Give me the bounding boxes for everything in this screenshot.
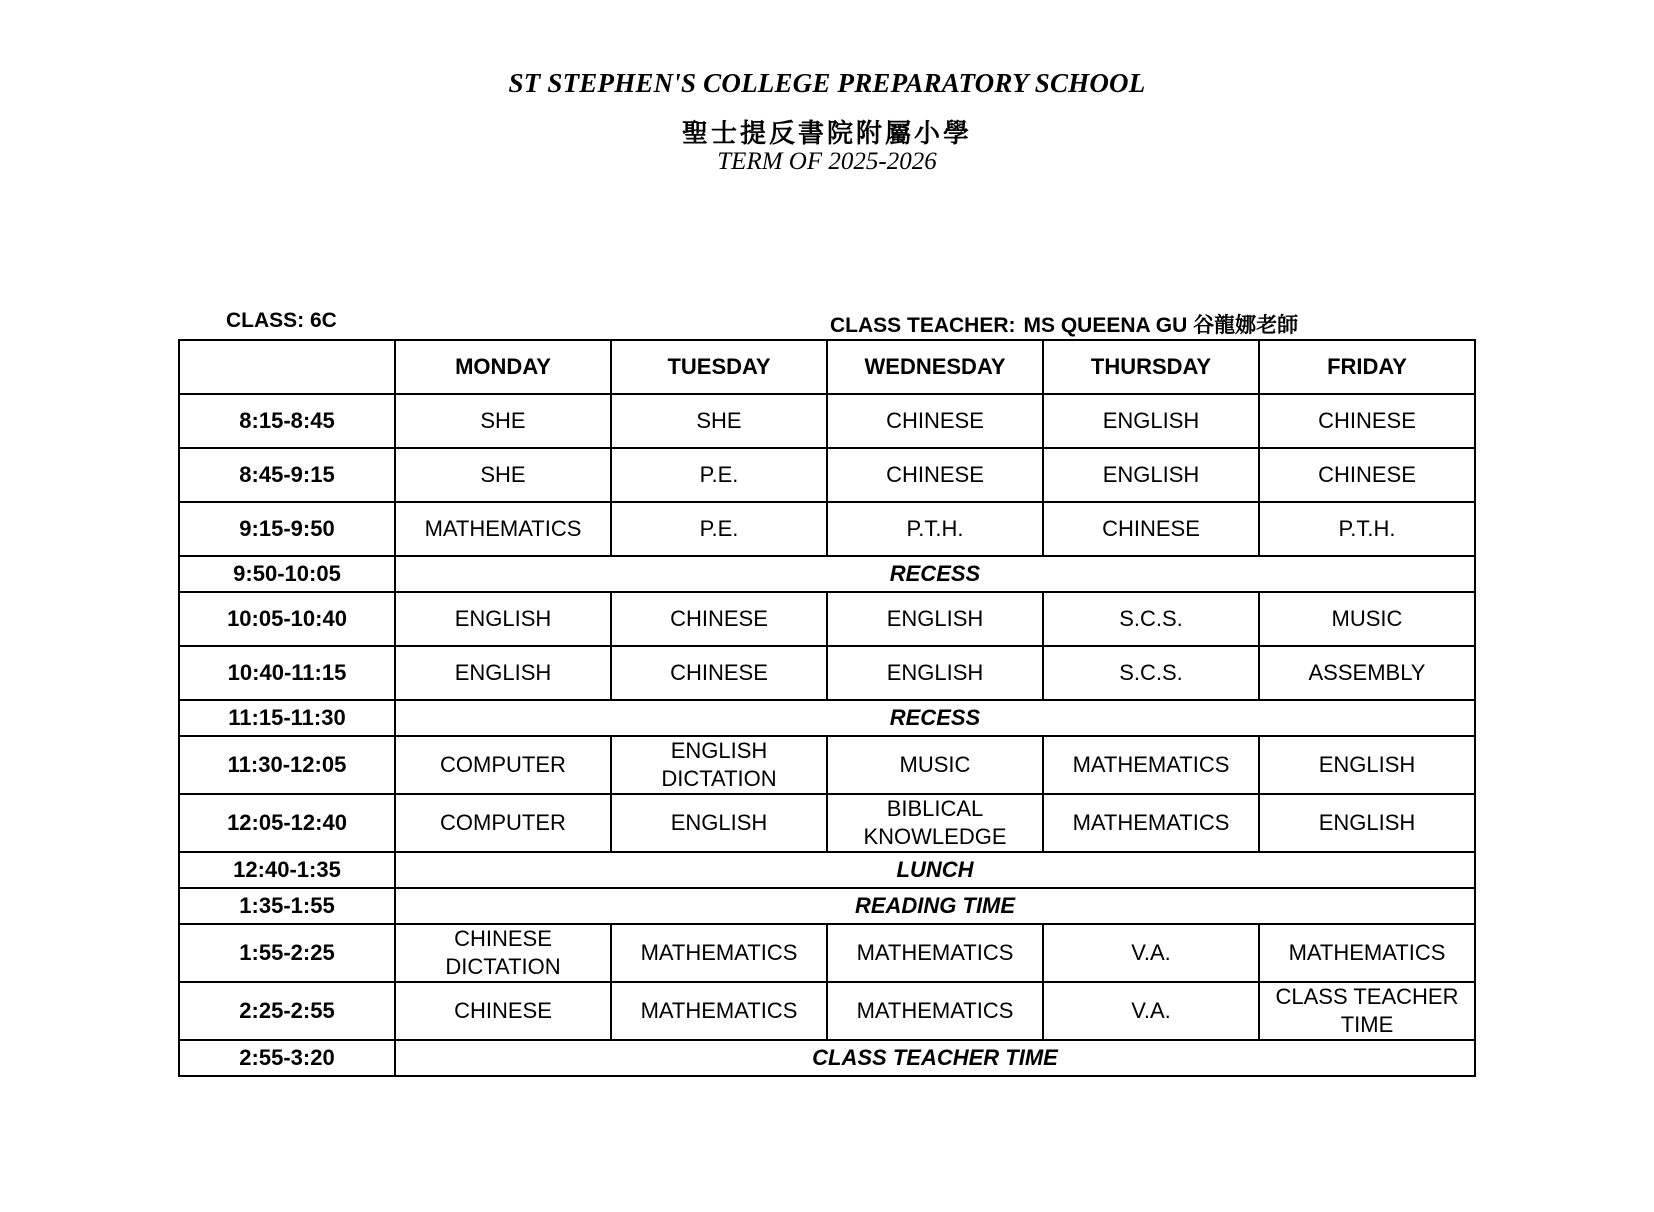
timetable-row [179, 448, 1475, 502]
time-slot: 8:15-8:45 [179, 394, 395, 448]
time-slot: 9:50-10:05 [179, 556, 395, 592]
lesson-cell: SHE [611, 394, 827, 448]
day-header: MONDAY [395, 340, 611, 394]
lesson-cell: MATHEMATICS [827, 982, 1043, 1040]
break-row [179, 700, 1475, 736]
time-slot: 2:55-3:20 [179, 1040, 395, 1076]
lesson-cell: P.E. [611, 502, 827, 556]
break-label: LUNCH [395, 852, 1475, 888]
time-slot: 8:45-9:15 [179, 448, 395, 502]
lesson-cell: MATHEMATICS [1043, 794, 1259, 852]
timetable-row [179, 736, 1475, 794]
break-row [179, 888, 1475, 924]
break-label: READING TIME [395, 888, 1475, 924]
lesson-cell: MUSIC [1259, 592, 1475, 646]
lesson-cell: ENGLISH DICTATION [611, 736, 827, 794]
lesson-cell: ENGLISH [1259, 736, 1475, 794]
timetable-row [179, 924, 1475, 982]
lesson-cell: V.A. [1043, 924, 1259, 982]
lesson-cell: MUSIC [827, 736, 1043, 794]
lesson-cell: MATHEMATICS [611, 982, 827, 1040]
lesson-cell: CHINESE [1259, 448, 1475, 502]
school-name-chinese: 聖士提反書院附屬小學 [681, 119, 972, 148]
lesson-cell: ENGLISH [611, 794, 827, 852]
lesson-cell: ASSEMBLY [1259, 646, 1475, 700]
time-slot: 11:30-12:05 [179, 736, 395, 794]
timetable-header-row [179, 340, 1475, 394]
day-header: WEDNESDAY [827, 340, 1043, 394]
lesson-cell: ENGLISH [827, 646, 1043, 700]
time-slot: 2:25-2:55 [179, 982, 395, 1040]
timetable-row [179, 592, 1475, 646]
class-teacher-label: CLASS TEACHER: [830, 314, 1016, 337]
lesson-cell: ENGLISH [1259, 794, 1475, 852]
lesson-cell: CHINESE [827, 448, 1043, 502]
class-teacher-info [830, 309, 1298, 339]
timetable-row [179, 982, 1475, 1040]
lesson-cell: MATHEMATICS [611, 924, 827, 982]
time-slot: 11:15-11:30 [179, 700, 395, 736]
time-slot: 1:55-2:25 [179, 924, 395, 982]
timetable-row [179, 646, 1475, 700]
lesson-cell: ENGLISH [1043, 448, 1259, 502]
lesson-cell: MATHEMATICS [1259, 924, 1475, 982]
term-title: TERM OF 2025-2026 [717, 148, 937, 175]
lesson-cell: CHINESE [827, 394, 1043, 448]
timetable-row [179, 502, 1475, 556]
day-header: TUESDAY [611, 340, 827, 394]
lesson-cell: P.T.H. [1259, 502, 1475, 556]
lesson-cell: COMPUTER [395, 736, 611, 794]
lesson-cell: BIBLICAL KNOWLEDGE [827, 794, 1043, 852]
day-header: THURSDAY [1043, 340, 1259, 394]
break-row [179, 852, 1475, 888]
lesson-cell: CHINESE DICTATION [395, 924, 611, 982]
lesson-cell: ENGLISH [827, 592, 1043, 646]
lesson-cell: CLASS TEACHER TIME [1259, 982, 1475, 1040]
time-slot: 12:40-1:35 [179, 852, 395, 888]
lesson-cell: P.T.H. [827, 502, 1043, 556]
lesson-cell: ENGLISH [395, 646, 611, 700]
lesson-cell: P.E. [611, 448, 827, 502]
lesson-cell: MATHEMATICS [827, 924, 1043, 982]
break-label: RECESS [395, 556, 1475, 592]
lesson-cell: MATHEMATICS [1043, 736, 1259, 794]
timetable [178, 339, 1476, 1077]
break-row [179, 556, 1475, 592]
lesson-cell: COMPUTER [395, 794, 611, 852]
lesson-cell: SHE [395, 448, 611, 502]
time-slot: 1:35-1:55 [179, 888, 395, 924]
class-label: CLASS: 6C [226, 309, 337, 332]
lesson-cell: MATHEMATICS [395, 502, 611, 556]
time-slot: 9:15-9:50 [179, 502, 395, 556]
lesson-cell: S.C.S. [1043, 592, 1259, 646]
break-label: RECESS [395, 700, 1475, 736]
lesson-cell: V.A. [1043, 982, 1259, 1040]
lesson-cell: SHE [395, 394, 611, 448]
class-teacher-name: MS QUEENA GU 谷龍娜老師 [1023, 314, 1299, 337]
lesson-cell: ENGLISH [395, 592, 611, 646]
time-slot: 10:05-10:40 [179, 592, 395, 646]
break-label: CLASS TEACHER TIME [395, 1040, 1475, 1076]
lesson-cell: CHINESE [395, 982, 611, 1040]
lesson-cell: S.C.S. [1043, 646, 1259, 700]
lesson-cell: CHINESE [611, 592, 827, 646]
lesson-cell: CHINESE [1259, 394, 1475, 448]
lesson-cell: ENGLISH [1043, 394, 1259, 448]
timetable-row [179, 394, 1475, 448]
lesson-cell: CHINESE [611, 646, 827, 700]
time-slot: 10:40-11:15 [179, 646, 395, 700]
time-column-header [179, 340, 395, 394]
break-row [179, 1040, 1475, 1076]
lesson-cell: CHINESE [1043, 502, 1259, 556]
timetable-row [179, 794, 1475, 852]
time-slot: 12:05-12:40 [179, 794, 395, 852]
school-name: ST STEPHEN'S COLLEGE PREPARATORY SCHOOL [508, 68, 1146, 98]
day-header: FRIDAY [1259, 340, 1475, 394]
